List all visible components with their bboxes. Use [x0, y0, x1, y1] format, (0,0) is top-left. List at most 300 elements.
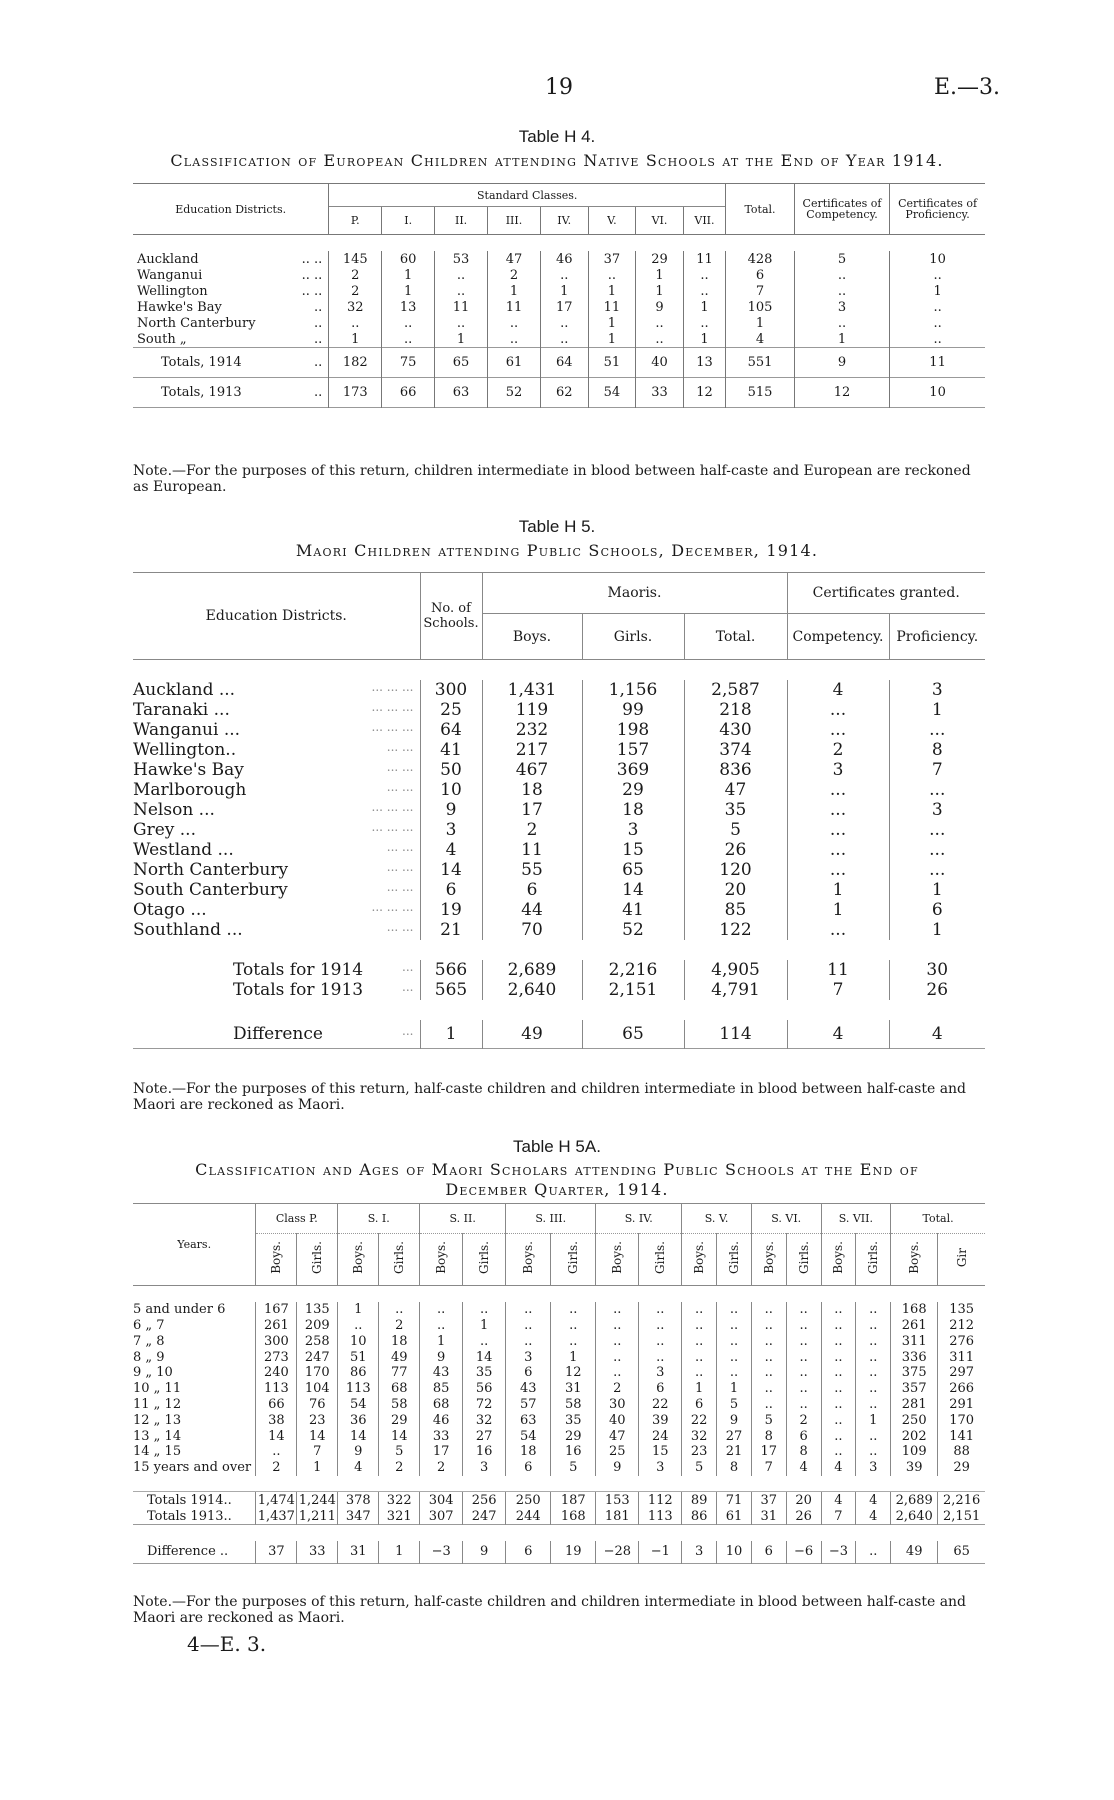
h5-cell: 3: [787, 760, 889, 780]
h4-cell: 1: [435, 331, 488, 348]
h5-cell: 41: [582, 900, 684, 920]
h5a-cell: 14: [256, 1428, 297, 1444]
h5a-group-header: Class P.: [256, 1204, 338, 1234]
h5a-age-label: 7 „ 8: [133, 1333, 165, 1349]
h5-cell: 18: [582, 800, 684, 820]
h5-cell: 99: [582, 700, 684, 720]
h4-cell: ..: [890, 331, 985, 348]
page-reference: E.—3.: [933, 75, 1000, 100]
h5-cell: 198: [582, 720, 684, 740]
h5a-cell: ..: [506, 1333, 551, 1349]
h5a-age-label: 13 „ 14: [133, 1428, 182, 1444]
h5-cell: ...: [787, 860, 889, 880]
h4-cell: 11: [683, 251, 725, 267]
h5-table-title: Table H 5.: [518, 517, 596, 536]
h5-row-label: [133, 900, 420, 920]
h5a-cell: ..: [639, 1349, 682, 1365]
h5-row: [133, 700, 985, 720]
h5a-cell: ..: [751, 1365, 786, 1381]
h4-cell: 1: [540, 283, 588, 299]
h4-cell: 37: [588, 251, 636, 267]
h5-cell: ...: [787, 840, 889, 860]
h5a-cell: 31: [551, 1381, 596, 1397]
h5a-cell: 1: [420, 1333, 463, 1349]
h5a-cell: 168: [891, 1302, 938, 1318]
h5a-cell: 135: [938, 1302, 985, 1318]
h5a-cell: ..: [717, 1302, 752, 1318]
h5a-cell: 54: [506, 1428, 551, 1444]
h5a-cell: ..: [506, 1302, 551, 1318]
h4-cell: ..: [683, 267, 725, 283]
h5a-age-label: 5 and under 6: [133, 1302, 226, 1318]
h5a-cell: 65: [938, 1541, 985, 1564]
h5a-cell: 202: [891, 1428, 938, 1444]
h5a-cell: 14: [463, 1349, 506, 1365]
h5a-cell: 357: [891, 1381, 938, 1397]
h5a-cell: 300: [256, 1333, 297, 1349]
h4-cell: ..: [329, 315, 382, 331]
h5a-cell: 2,151: [938, 1508, 985, 1524]
h5a-cell: ..: [856, 1333, 891, 1349]
h5a-group-header: S. III.: [506, 1204, 596, 1234]
h5a-cell: 113: [256, 1381, 297, 1397]
h5a-cell: 27: [717, 1428, 752, 1444]
h5-row: [133, 880, 985, 900]
h5-district-name: Wellington..: [133, 740, 237, 760]
h5a-sex-header: [420, 1234, 463, 1286]
h5-district-name: Auckland ...: [133, 680, 236, 700]
h4-cell: 64: [540, 348, 588, 378]
h5a-cell: 39: [891, 1460, 938, 1476]
h5-cell: 2,689: [482, 960, 582, 980]
h5-row: [133, 840, 985, 860]
h5-note: Note.—For the purposes of this return, half-caste children and children intermediate in blood between half-caste and Maori are reckoned as Maori.: [133, 1081, 967, 1113]
h4-cell: 32: [329, 299, 382, 315]
h4-leader-dots: .. ..: [301, 267, 323, 283]
h5a-cell: 89: [682, 1492, 717, 1508]
h5a-cell: 347: [338, 1508, 379, 1524]
h4-cell: 428: [726, 251, 795, 267]
h5-col-certs: Certificates granted.: [787, 573, 985, 614]
h5a-sex-label: Boys.: [521, 1241, 536, 1274]
h5a-sex-label: Girls.: [796, 1241, 811, 1274]
h4-cell: ..: [794, 283, 889, 299]
h5-cell: 52: [582, 920, 684, 940]
h5a-cell: ..: [751, 1397, 786, 1413]
h4-row-label: [133, 378, 329, 408]
h5a-age-label: 8 „ 9: [133, 1349, 165, 1365]
h4-class-header: P.: [329, 207, 382, 235]
h5a-sex-header: [856, 1234, 891, 1286]
h5a-sex-header: [551, 1234, 596, 1286]
h4-cell: 1: [588, 331, 636, 348]
h4-district-name: Auckland: [137, 251, 199, 267]
h5a-cell: 17: [751, 1444, 786, 1460]
h5a-cell: 25: [596, 1444, 639, 1460]
h5a-cell: 209: [297, 1318, 338, 1334]
h5a-cell: 4: [821, 1492, 856, 1508]
h5-cell: 3: [889, 680, 985, 700]
h5a-group-header: S. VI.: [751, 1204, 821, 1234]
h5a-cell: ..: [551, 1318, 596, 1334]
h5-cell: 369: [582, 760, 684, 780]
h5-cell: 4: [787, 1020, 889, 1049]
h5-cell: 47: [684, 780, 787, 800]
h5-row-label: [133, 960, 420, 980]
h5a-sex-header: [717, 1234, 752, 1286]
h5a-cell: 266: [938, 1381, 985, 1397]
h5a-cell: ..: [682, 1349, 717, 1365]
h5a-cell: ..: [821, 1397, 856, 1413]
h4-cell: 105: [726, 299, 795, 315]
h5-cell: 217: [482, 740, 582, 760]
h4-class-header: VI.: [636, 207, 684, 235]
h5-cell: 566: [420, 960, 482, 980]
h5a-cell: 39: [639, 1412, 682, 1428]
h5-spacer-cell: [133, 940, 985, 960]
h5a-cell: 378: [338, 1492, 379, 1508]
h5a-cell: 54: [338, 1397, 379, 1413]
h5-col-boys: Boys.: [482, 614, 582, 660]
h5a-cell: 68: [379, 1381, 420, 1397]
h5-cell: 1: [889, 880, 985, 900]
h5a-cell: 49: [891, 1541, 938, 1564]
h5a-cell: ..: [551, 1302, 596, 1318]
h4-row: [133, 283, 985, 299]
h5a-cell: 109: [891, 1444, 938, 1460]
h5a-cell: ..: [551, 1333, 596, 1349]
h5a-sex-label: Gir: [954, 1247, 969, 1268]
h5a-cell: ..: [856, 1444, 891, 1460]
h5a-cell: ..: [821, 1412, 856, 1428]
h5a-spacer-cell: [133, 1524, 985, 1540]
h5a-cell: 23: [297, 1412, 338, 1428]
h5a-cell: ..: [786, 1349, 821, 1365]
h5a-cell: 77: [379, 1365, 420, 1381]
h5a-cell: ..: [821, 1444, 856, 1460]
h5a-group-header: S. IV.: [596, 1204, 682, 1234]
h5a-cell: 63: [506, 1412, 551, 1428]
h5-cell: 120: [684, 860, 787, 880]
h4-cell: 47: [488, 251, 541, 267]
h4-cell: 13: [683, 348, 725, 378]
h5a-sex-header: [256, 1234, 297, 1286]
h4-row: [133, 299, 985, 315]
h5a-cell: 3: [506, 1349, 551, 1365]
h4-class-header: VII.: [683, 207, 725, 235]
h5a-cell: 56: [463, 1381, 506, 1397]
h5-cell: 5: [684, 820, 787, 840]
h5a-cell: 1: [338, 1302, 379, 1318]
h5a-sex-header: [786, 1234, 821, 1286]
h5-cell: 55: [482, 860, 582, 880]
h5-cell: 2: [482, 820, 582, 840]
h5-row: [133, 680, 985, 700]
h5a-cell: −28: [596, 1541, 639, 1564]
h5a-cell: 6: [506, 1460, 551, 1476]
h5-cell: 15: [582, 840, 684, 860]
h5a-cell: 71: [717, 1492, 752, 1508]
h5a-cell: 10: [338, 1333, 379, 1349]
h5a-cell: 167: [256, 1302, 297, 1318]
h5-col-girls: Girls.: [582, 614, 684, 660]
h4-cell: 3: [794, 299, 889, 315]
h5a-cell: 7: [821, 1508, 856, 1524]
h5a-cell: ..: [596, 1333, 639, 1349]
h5a-cell: 244: [506, 1508, 551, 1524]
h4-cell: 1: [382, 267, 435, 283]
h4-leader-dots: ..: [314, 331, 323, 347]
h5a-cell: 76: [297, 1397, 338, 1413]
h5a-sex-header: [891, 1234, 938, 1286]
h4-spacer-cell: [133, 235, 985, 252]
h5a-cell: ..: [639, 1302, 682, 1318]
h5a-spacer-cell: [133, 1286, 985, 1302]
h5-cell: 41: [420, 740, 482, 760]
h5a-cell: 2: [420, 1460, 463, 1476]
h5-row-label: [133, 860, 420, 880]
h5a-age-label: 9 „ 10: [133, 1365, 173, 1381]
h5a-cell: 22: [682, 1412, 717, 1428]
h5a-cell: 5: [551, 1460, 596, 1476]
h5a-cell: 8: [786, 1444, 821, 1460]
h5-cell: 2,587: [684, 680, 787, 700]
h5-leader-dots: ... ... ...: [371, 900, 414, 914]
h5a-sex-label: Boys.: [434, 1241, 449, 1274]
h5-cell: 14: [420, 860, 482, 880]
h5a-cell: 58: [551, 1397, 596, 1413]
h4-cell: ..: [540, 315, 588, 331]
h5a-cell: ..: [463, 1333, 506, 1349]
h5a-cell: 43: [506, 1381, 551, 1397]
h5-leader-dots: ... ...: [386, 920, 414, 934]
h5-cell: 7: [889, 760, 985, 780]
h4-cell: ..: [435, 283, 488, 299]
h5a-cell: ..: [682, 1302, 717, 1318]
h5a-cell: 43: [420, 1365, 463, 1381]
h5a-row: [133, 1412, 985, 1428]
h4-district-name: North Canterbury: [137, 315, 256, 331]
h5-cell: 9: [420, 800, 482, 820]
h5-cell: ...: [787, 700, 889, 720]
h5a-sex-label: Boys.: [831, 1241, 846, 1274]
h5a-cell: ..: [856, 1365, 891, 1381]
h5a-cell: ..: [751, 1302, 786, 1318]
h5a-cell: ..: [639, 1318, 682, 1334]
h5a-cell: 168: [551, 1508, 596, 1524]
h5a-sex-label: Boys.: [761, 1241, 776, 1274]
h5-totals-row: [133, 960, 985, 980]
h5-cell: 119: [482, 700, 582, 720]
h5-cell: 17: [482, 800, 582, 820]
h5a-cell: 4: [821, 1460, 856, 1476]
h5a-cell: ..: [821, 1333, 856, 1349]
h4-row-label: [133, 283, 329, 299]
h5a-cell: 19: [551, 1541, 596, 1564]
h4-totals-label: Totals, 1914: [161, 355, 242, 370]
h5a-spacer: [133, 1524, 985, 1540]
h5a-cell: 250: [891, 1412, 938, 1428]
h5a-cell: 113: [338, 1381, 379, 1397]
h5a-cell: ..: [821, 1381, 856, 1397]
h5a-sex-label: Girls.: [866, 1241, 881, 1274]
h5-caption: Maori Children attending Public Schools, December, 1914.: [295, 541, 819, 560]
h5a-cell: ..: [717, 1365, 752, 1381]
h5-cell: 1: [889, 700, 985, 720]
h4-row: [133, 315, 985, 331]
h4-cell: ..: [683, 283, 725, 299]
h5a-cell: 240: [256, 1365, 297, 1381]
h5a-cell: 26: [786, 1508, 821, 1524]
h5-cell: 6: [889, 900, 985, 920]
h4-row-label: [133, 348, 329, 378]
h5a-cell: ..: [821, 1428, 856, 1444]
h5a-cell: ..: [596, 1365, 639, 1381]
h5-leader-dots: ...: [402, 1024, 414, 1038]
h5-leader-dots: ... ... ...: [371, 800, 414, 814]
h5a-difference-row: [133, 1541, 985, 1564]
h5a-group-header: S. II.: [420, 1204, 506, 1234]
h4-cell: 51: [588, 348, 636, 378]
h5a-cell: ..: [821, 1365, 856, 1381]
h5a-cell: 170: [938, 1412, 985, 1428]
h5a-cell: 1,244: [298, 1492, 336, 1508]
h5a-cell: 1,474: [257, 1492, 295, 1508]
h5-district-name: Westland ...: [133, 840, 234, 860]
h4-totals-row: [133, 348, 985, 378]
h5a-cell: 33: [420, 1428, 463, 1444]
h5a-cell: 14: [379, 1428, 420, 1444]
h4-col-proficiency: Certificates of Proficiency.: [890, 184, 985, 235]
h5a-totals-row: [133, 1492, 985, 1508]
h5a-cell: 23: [682, 1444, 717, 1460]
h5a-cell: 47: [596, 1428, 639, 1444]
h4-cell: ..: [435, 267, 488, 283]
h4-cell: ..: [636, 315, 684, 331]
h5-row: [133, 820, 985, 840]
h5a-group-header: S. V.: [682, 1204, 752, 1234]
h5a-row: [133, 1460, 985, 1476]
h5-row: [133, 780, 985, 800]
h5a-cell: 256: [463, 1492, 506, 1508]
h4-cell: ..: [794, 315, 889, 331]
h4-cell: ..: [488, 315, 541, 331]
h5-cell: ...: [889, 860, 985, 880]
h5-cell: 65: [582, 860, 684, 880]
h5a-cell: 291: [938, 1397, 985, 1413]
h5-district-name: Otago ...: [133, 900, 207, 920]
h5a-cell: ..: [821, 1318, 856, 1334]
h5-cell: 14: [582, 880, 684, 900]
h5a-cell: ..: [856, 1428, 891, 1444]
h5-district-name: Southland ...: [133, 920, 243, 940]
h5a-cell: ..: [856, 1349, 891, 1365]
h5a-cell: 281: [891, 1397, 938, 1413]
h5-col-total: Total.: [684, 614, 787, 660]
h5a-cell: 27: [463, 1428, 506, 1444]
h5a-cell: 36: [338, 1412, 379, 1428]
h5-leader-dots: ... ...: [386, 780, 414, 794]
h5a-cell: 261: [256, 1318, 297, 1334]
h5-cell: 1: [889, 920, 985, 940]
h4-cell: 1: [488, 283, 541, 299]
h5a-cell: 1,211: [298, 1508, 336, 1524]
h5a-sex-label: Boys.: [269, 1241, 284, 1274]
h4-row-label: [133, 299, 329, 315]
h4-cell: 10: [890, 251, 985, 267]
h5-cell: 1: [787, 880, 889, 900]
h4-cell: 1: [588, 315, 636, 331]
h4-row-label: [133, 267, 329, 283]
h5a-sex-header: [506, 1234, 551, 1286]
h5a-cell: 61: [717, 1508, 752, 1524]
h5a-caption-line1: Classification and Ages of Maori Scholars attending Public Schools at the End of: [195, 1160, 919, 1179]
h5-cell: 65: [582, 1020, 684, 1049]
h5-leader-dots: ...: [402, 980, 414, 994]
h5a-cell: 170: [297, 1365, 338, 1381]
h5a-cell: 1: [463, 1318, 506, 1334]
h5-cell: 114: [684, 1020, 787, 1049]
h5a-sex-label: Girls.: [727, 1241, 741, 1274]
h4-table: [133, 183, 985, 408]
h5a-group-header: S. VII.: [821, 1204, 891, 1234]
h5-col-district: Education Districts.: [133, 573, 420, 660]
h5-leader-dots: ...: [402, 960, 414, 974]
h5-row-label: [133, 980, 420, 1000]
h5a-cell: 336: [891, 1349, 938, 1365]
h5a-cell: 4: [338, 1460, 379, 1476]
h5a-cell: 38: [256, 1412, 297, 1428]
h4-cell: ..: [540, 267, 588, 283]
h5-col-maoris: Maoris.: [482, 573, 787, 614]
h4-cell: 12: [794, 378, 889, 408]
h5-cell: 3: [889, 800, 985, 820]
h5a-cell: 4: [856, 1508, 891, 1524]
h4-cell: ..: [890, 267, 985, 283]
h5-row-label: [133, 720, 420, 740]
h5a-sex-label: Girls.: [566, 1241, 581, 1274]
h5a-cell: ..: [786, 1318, 821, 1334]
h5a-cell: 32: [463, 1412, 506, 1428]
h5-cell: 20: [684, 880, 787, 900]
h5a-group-header: S. I.: [338, 1204, 420, 1234]
h5a-cell: 14: [338, 1428, 379, 1444]
h5a-cell: ..: [596, 1349, 639, 1365]
h5-cell: 157: [582, 740, 684, 760]
h5-row: [133, 860, 985, 880]
h4-cell: 75: [382, 348, 435, 378]
h5-district-name: Grey ...: [133, 820, 196, 840]
h4-cell: 1: [588, 283, 636, 299]
h5-col-proficiency: Proficiency.: [889, 614, 985, 660]
h5-row-label: [133, 840, 420, 860]
h5a-sex-header: [596, 1234, 639, 1286]
h4-row: [133, 331, 985, 348]
h4-cell: 62: [540, 378, 588, 408]
h5a-cell: ..: [717, 1333, 752, 1349]
h4-cell: 33: [636, 378, 684, 408]
h5a-cell: 22: [639, 1397, 682, 1413]
h5a-cell: 2,216: [938, 1492, 985, 1508]
h5a-cell: 1: [717, 1381, 752, 1397]
h5-cell: 11: [482, 840, 582, 860]
h4-cell: 60: [382, 251, 435, 267]
h4-cell: 4: [726, 331, 795, 348]
h5a-totals-label: Totals 1914..: [147, 1492, 232, 1508]
h5-cell: 122: [684, 920, 787, 940]
h5a-cell: ..: [420, 1318, 463, 1334]
h5a-totals-row: [133, 1508, 985, 1524]
